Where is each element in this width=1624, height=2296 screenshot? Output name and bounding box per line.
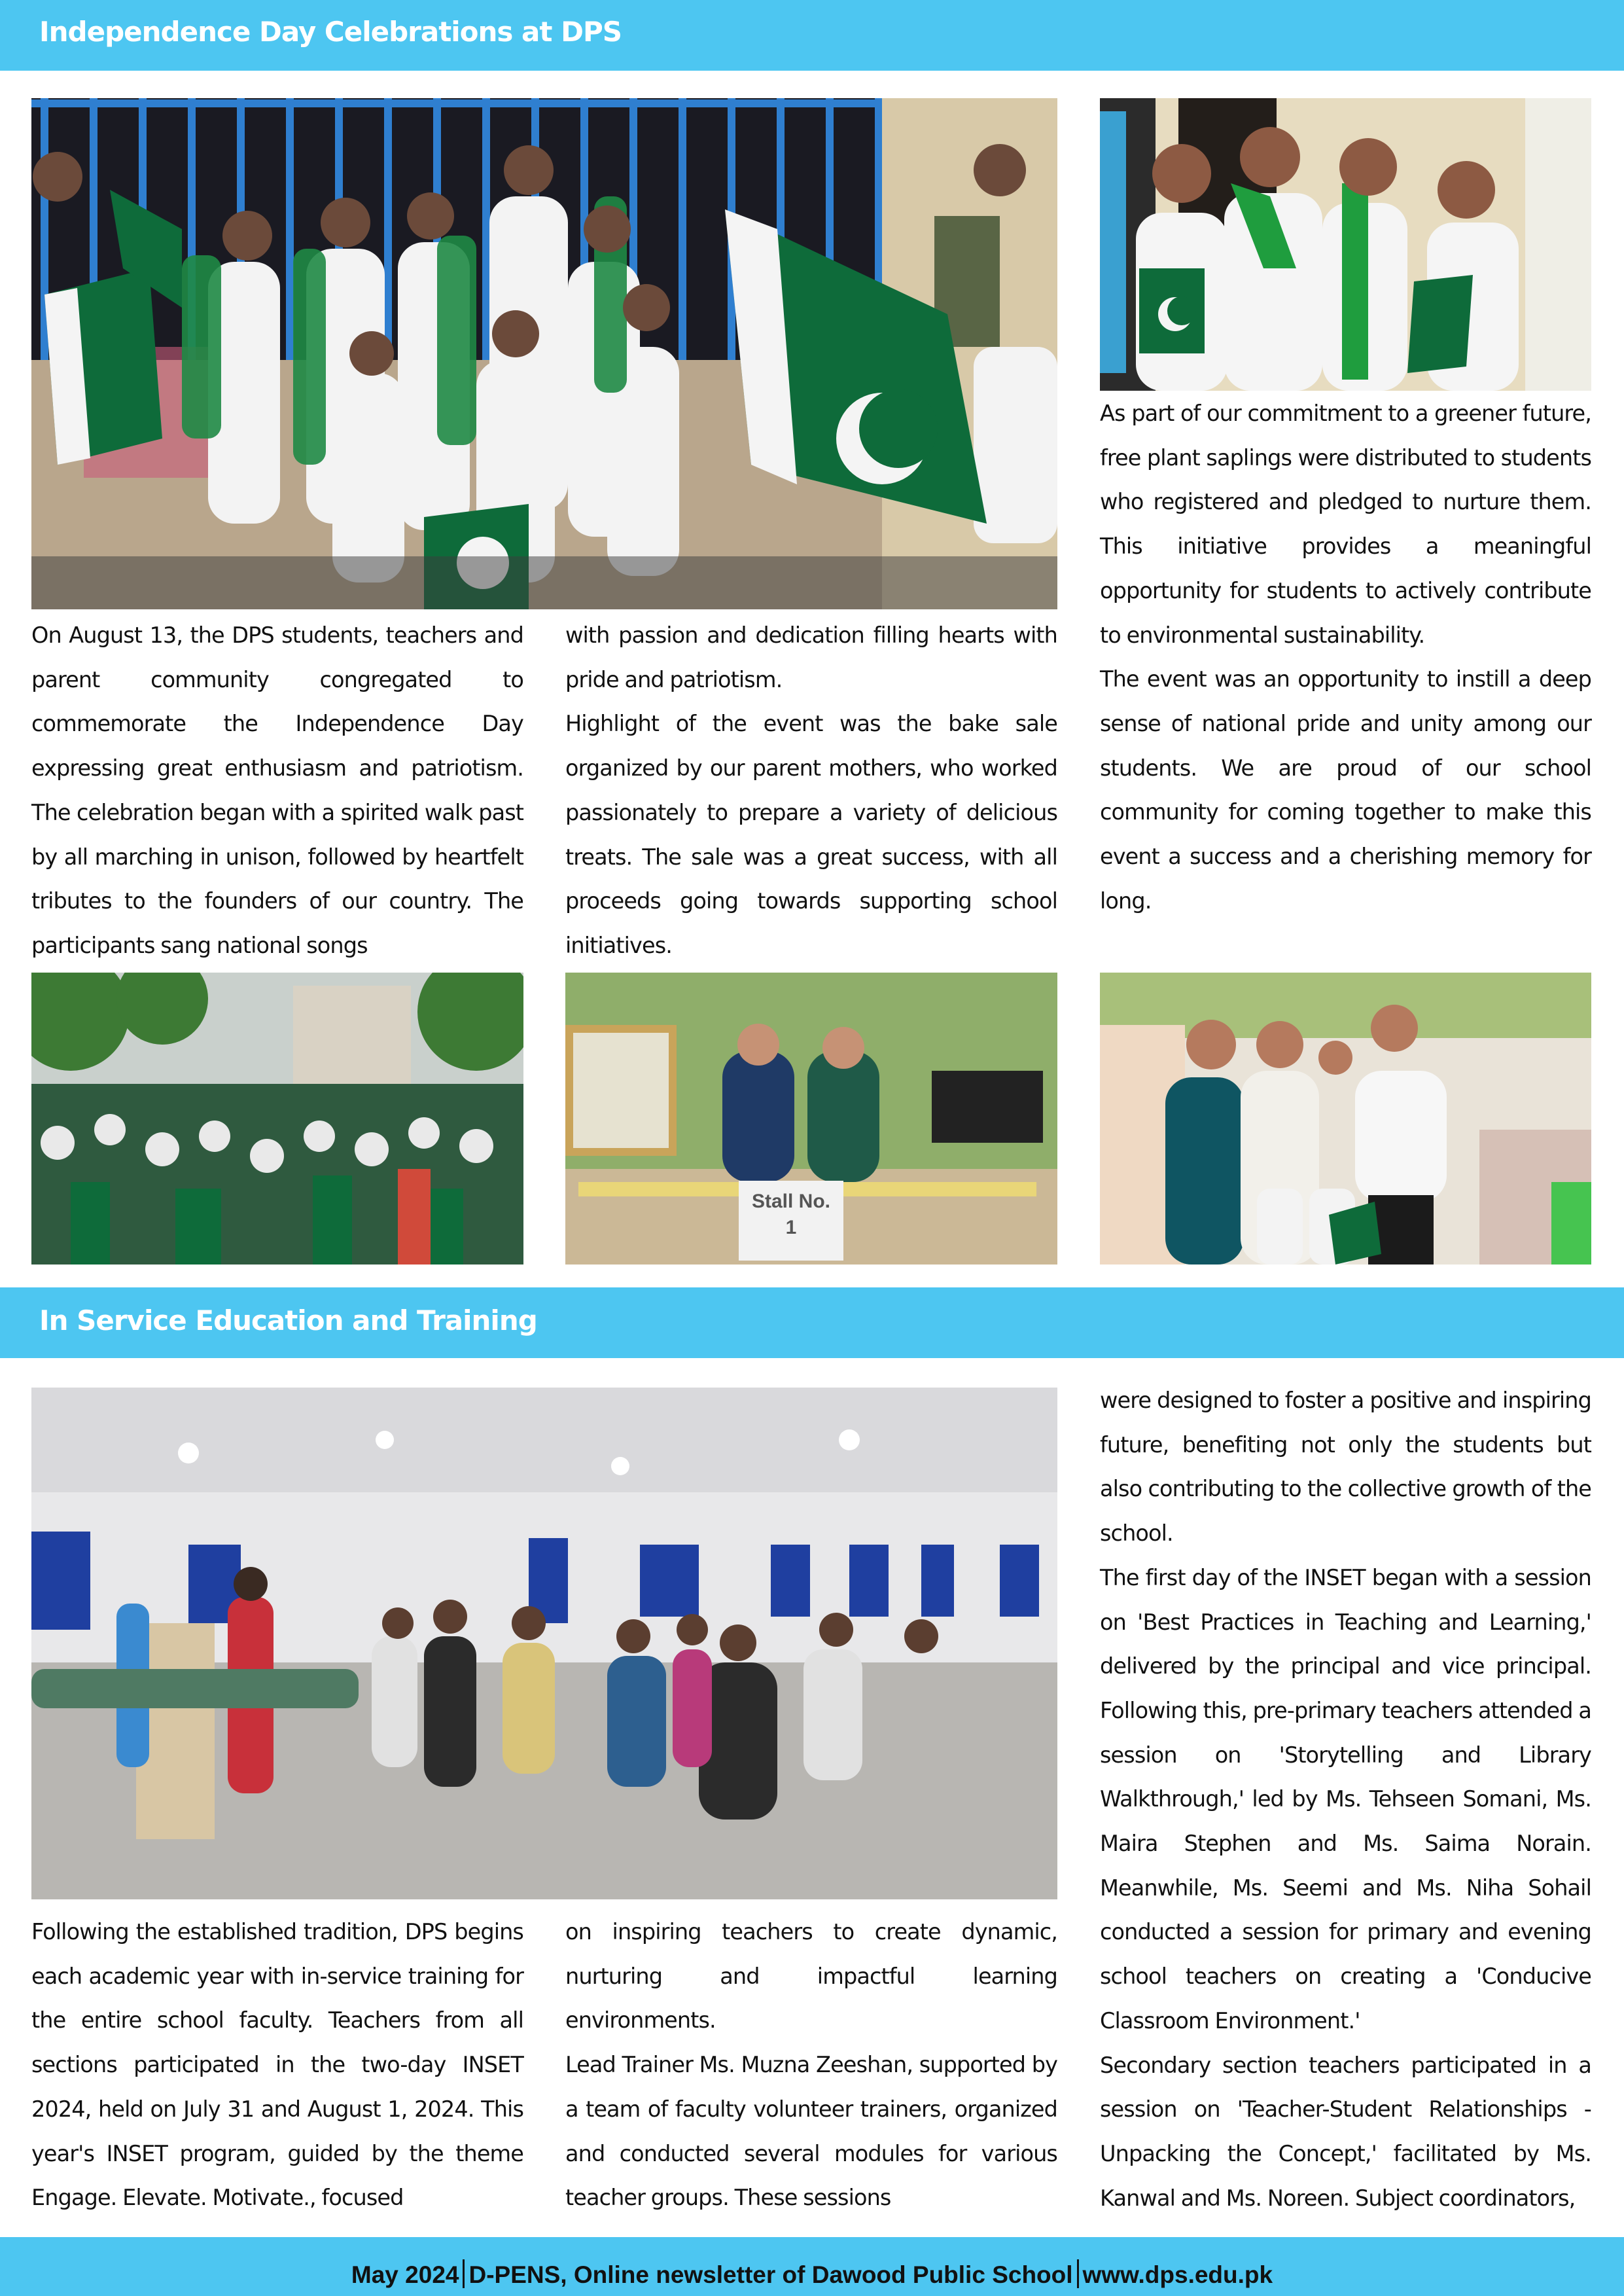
section-header-independence-day — [0, 0, 1624, 71]
footer-separator — [463, 2259, 465, 2288]
paragraph: The first day of the INSET began with a session on 'Best Practices in Teaching and Learning,' delivered by the principal and vice principal. Following this, pre-primary teachers attended a session on 'Storytelling and Library Walkthrough,' led by Ms. Tehseen Somani, Ms. Maira Stephen and Ms. Saima Norain. Meanwhile, Ms. Seemi and Ms. Niha Sohail conducted a session for primary and evening school teachers on creating a 'Conducive Classroom Environment.' — [1100, 1564, 1591, 2034]
paragraph: Lead Trainer Ms. Muzna Zeeshan, supported by a team of faculty volunteer trainers, organized and conducted several modules for various teacher groups. These sessions — [565, 2052, 1057, 2211]
section2-column1 — [31, 1910, 523, 2220]
footer-issue: May 2024 — [351, 2261, 459, 2288]
section-title: Independence Day Celebrations at DPS — [39, 16, 622, 48]
photo-stage-singing — [31, 98, 1057, 609]
section2-column2 — [565, 1910, 1057, 2220]
footer-website-link[interactable]: www.dps.edu.pk — [1082, 2261, 1273, 2288]
paragraph: on inspiring teachers to create dynamic, nurturing and impactful learning environments. — [565, 1919, 1057, 2034]
section-title: In Service Education and Training — [39, 1304, 537, 1336]
stall-sign — [739, 1181, 843, 1261]
footer-separator — [1077, 2259, 1079, 2288]
paragraph: On August 13, the DPS students, teachers and parent community congregated to commemorate the Independence Day expressing great enthusiasm and patriotism. The celebration began with a spirited walk past by all marching in unison, followed by heartfelt tributes to the founders of our country. The participants sang national songs — [31, 622, 523, 958]
paragraph: The event was an opportunity to instill a deep sense of national pride and unity among our students. We are proud of our school community for coming together to make this event a success and a cherishing memory for long. — [1100, 666, 1591, 914]
footer-publication: D-PENS, Online newsletter of Dawood Public School — [468, 2261, 1073, 2288]
photo-crowd-march — [31, 973, 523, 1265]
section1-column2 — [565, 613, 1057, 968]
section1-column3 — [1100, 391, 1591, 923]
stall-sign-number: 1 — [785, 1217, 797, 1238]
paragraph: As part of our commitment to a greener future, free plant saplings were distributed to students who registered and pledged to nurture them. This initiative provides a meaningful opportunity for students to actively contribute to environmental sustainability. — [1100, 401, 1591, 648]
photo-family-with-flags — [1100, 973, 1591, 1265]
section1-column1 — [31, 613, 523, 968]
photo-bake-sale-stall — [565, 973, 1057, 1265]
footer — [0, 2237, 1624, 2296]
section2-column3 — [1100, 1378, 1591, 2220]
paragraph: with passion and dedication filling hearts with pride and patriotism. — [565, 622, 1057, 692]
footer-text — [0, 2259, 1624, 2289]
photo-inset-session — [31, 1388, 1057, 1899]
stall-sign-label: Stall No. — [751, 1191, 830, 1212]
paragraph: were designed to foster a positive and inspiring future, benefiting not only the students but also contributing to the collective growth of the school. — [1100, 1388, 1591, 1547]
paragraph: Secondary section teachers participated in a session on 'Teacher-Student Relationships - Unpacking the Concept,' facilitated by Ms. Kanwal and Ms. Noreen. Subject coordinators, — [1100, 2052, 1591, 2211]
photo-girls-with-flags — [1100, 98, 1591, 391]
section-header-inset — [0, 1287, 1624, 1358]
paragraph: Following the established tradition, DPS begins each academic year with in-service training for the entire school faculty. Teachers from all sections participated in the two-day INSET 2024, held on July 31 and August 1, 2024. This year's INSET program, guided by the theme Engage. Elevate. Motivate., focused — [31, 1919, 523, 2211]
paragraph: Highlight of the event was the bake sale organized by our parent mothers, who worked passionately to prepare a variety of delicious treats. The sale was a great success, with all proceeds going towards supporting school initiatives. — [565, 711, 1057, 958]
